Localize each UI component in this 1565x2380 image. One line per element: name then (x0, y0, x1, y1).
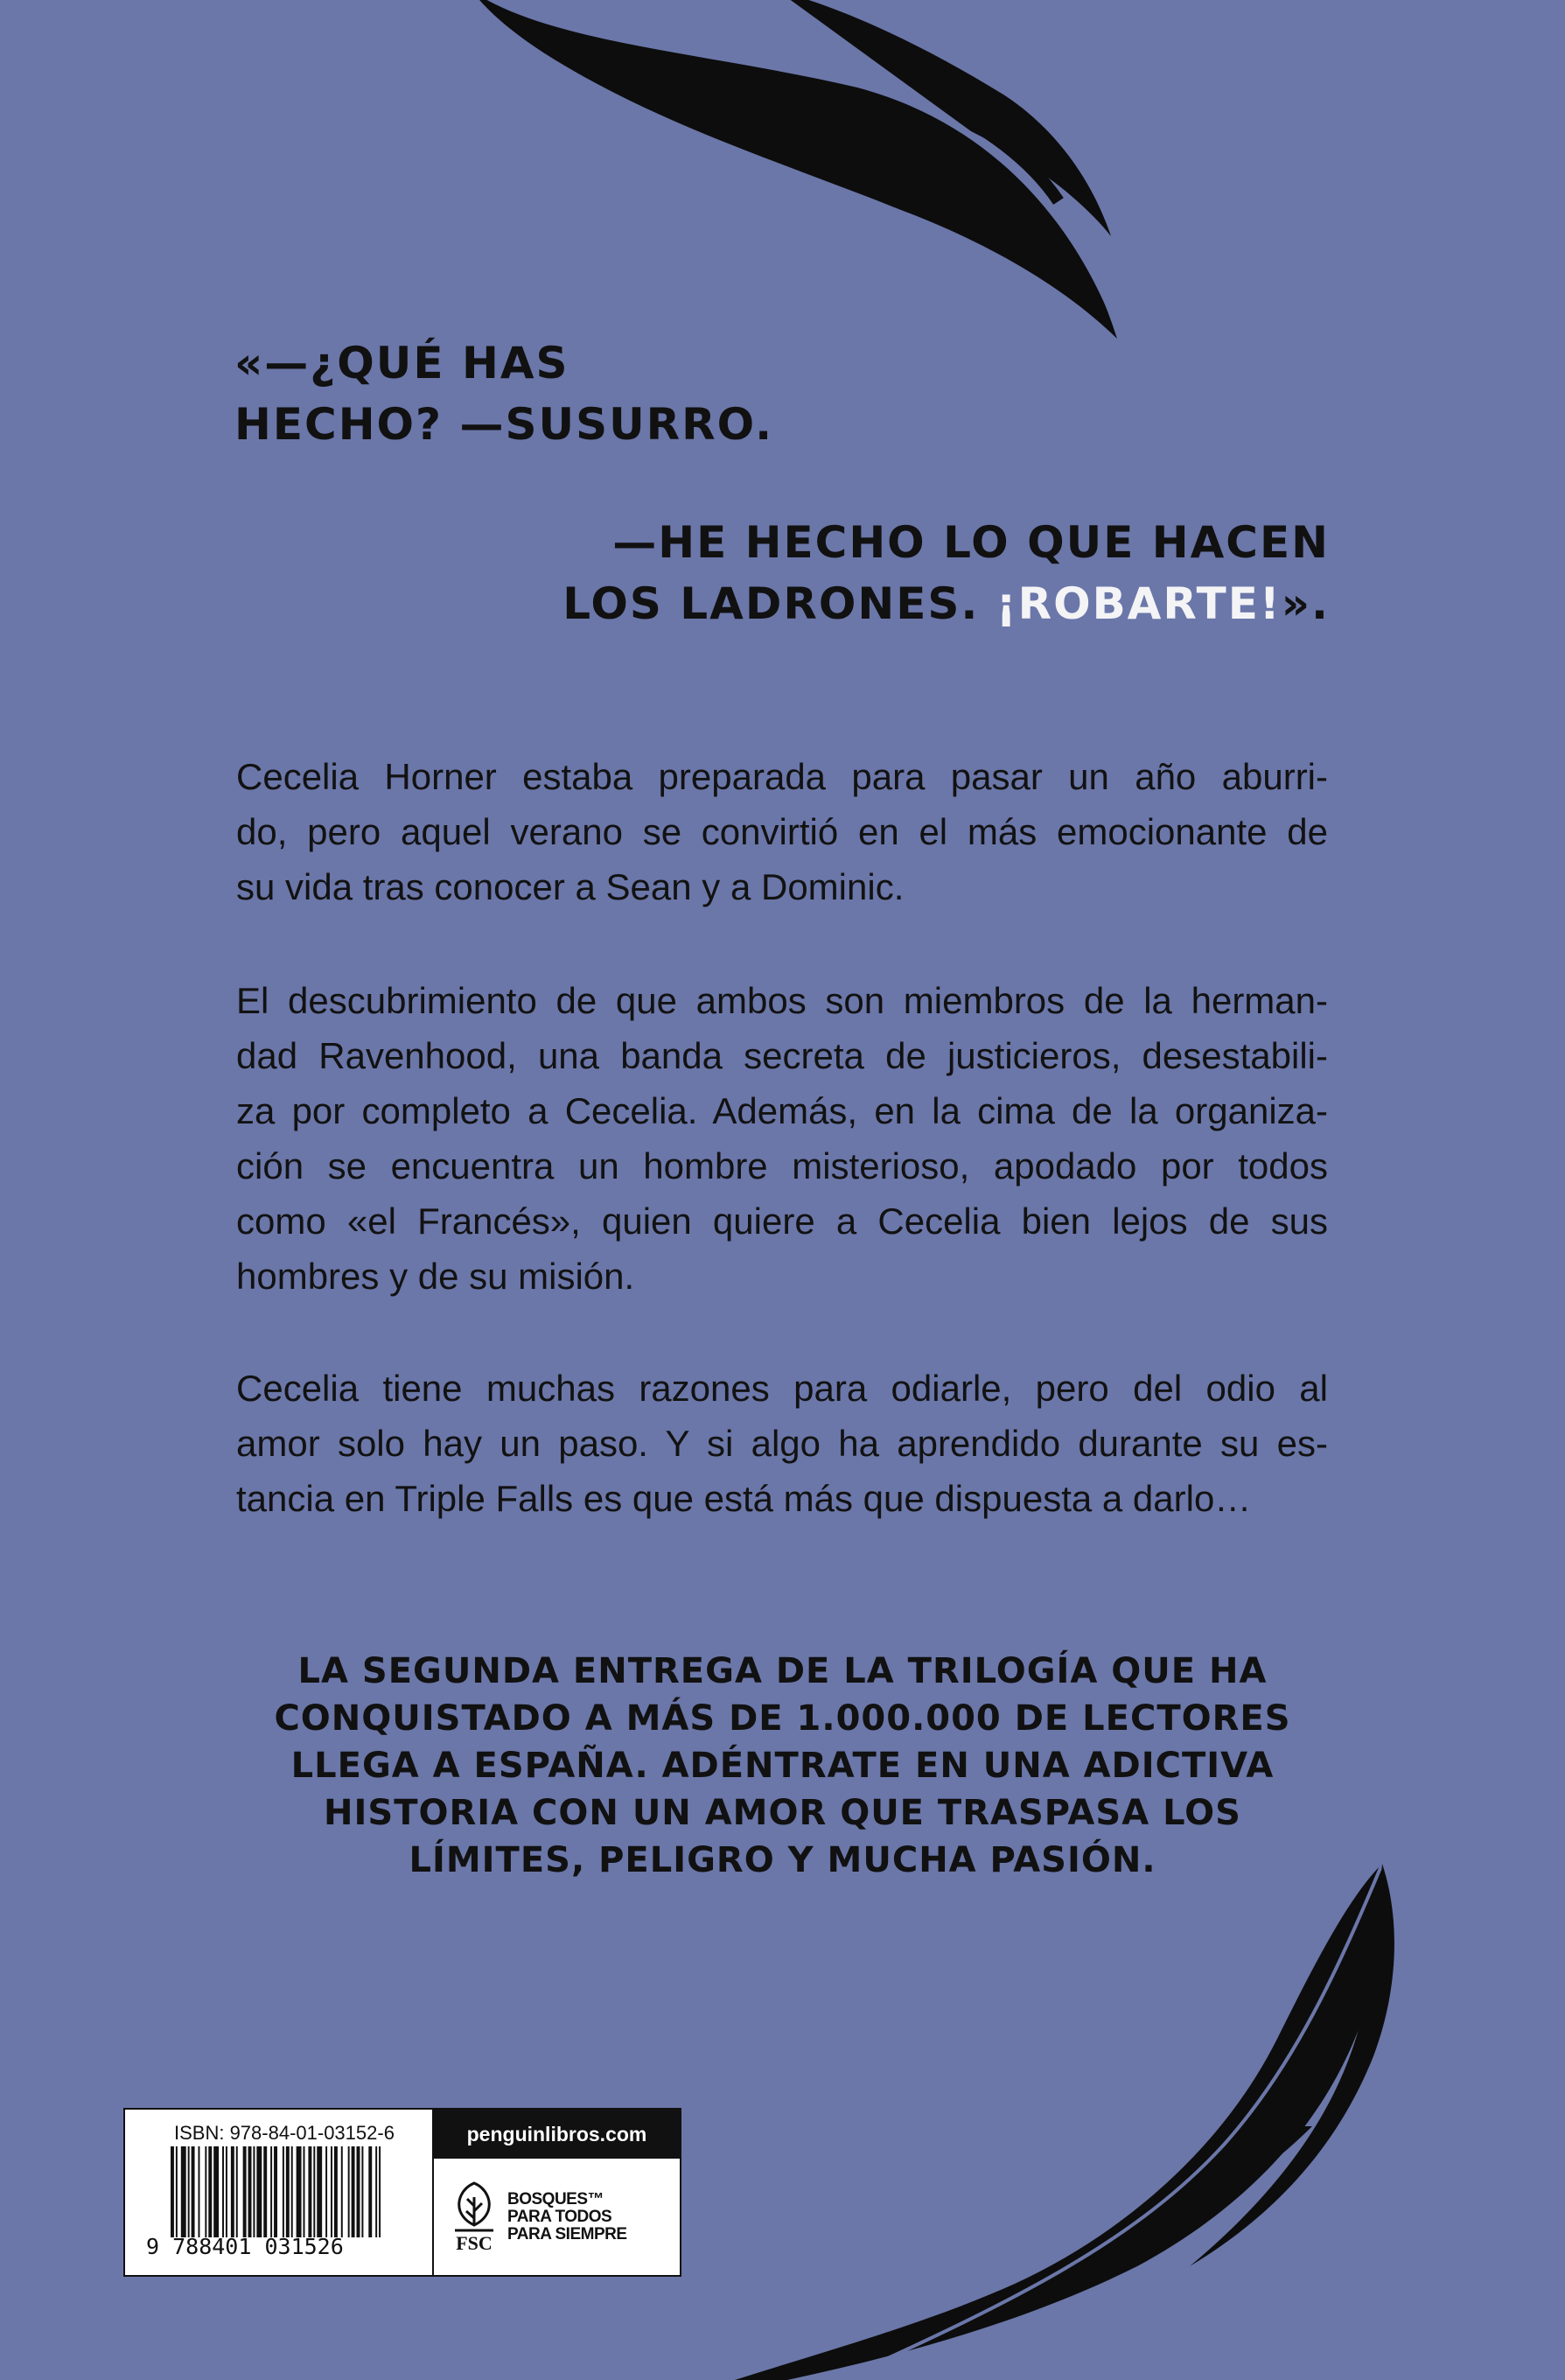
fsc-certification (434, 2159, 680, 2275)
fsc-label: FSC (456, 2231, 493, 2254)
quote-reply-end: ». (1281, 578, 1330, 629)
synopsis-paragraph-1 (236, 749, 1328, 914)
quote-line-2: HECHO? —SUSURRO. (234, 399, 774, 450)
synopsis-line: do, pero aquel verano se convirtió en el más emocionante de (236, 811, 1328, 852)
isbn-barcode-box (123, 2108, 681, 2277)
quote-reply-text: LOS LADRONES. (562, 578, 996, 629)
barcode-digits: 9 788401 031526 (146, 2234, 344, 2259)
tagline-line: LA SEGUNDA ENTREGA DE LA TRILOGÍA QUE HA (297, 1651, 1268, 1691)
synopsis-paragraph-3 (236, 1361, 1328, 1526)
synopsis-line: hombres y de su misión. (236, 1256, 635, 1297)
synopsis-line: amor solo hay un paso. Y si algo ha aprendido durante su es- (236, 1423, 1328, 1464)
synopsis-line: ción se encuentra un hombre misterioso, apodado por todos (236, 1145, 1328, 1186)
fsc-slogan-line: BOSQUES™ (507, 2189, 604, 2208)
feather-top-icon (446, 0, 1146, 359)
barcode-icon (171, 2146, 384, 2237)
publisher-url: penguinlibros.com (434, 2110, 680, 2159)
tagline-line: HISTORIA CON UN AMOR QUE TRASPASA LOS (324, 1793, 1241, 1833)
quote-reply-line-1: —HE HECHO LO QUE HACEN (612, 517, 1330, 568)
tagline-line: CONQUISTADO A MÁS DE 1.000.000 DE LECTORES (274, 1698, 1291, 1739)
synopsis-paragraph-2 (236, 973, 1328, 1304)
synopsis-line: za por completo a Cecelia. Además, en la cima de la organiza- (236, 1090, 1328, 1131)
barcode-area (125, 2110, 434, 2275)
synopsis-line: El descubrimiento de que ambos son miembros de la herman- (236, 980, 1328, 1021)
quote-line-1: «—¿QUÉ HAS (234, 338, 569, 388)
isbn-label: ISBN: 978-84-01-03152-6 (174, 2122, 395, 2144)
feather-bottom-icon (735, 1864, 1400, 2380)
tagline-line: LLEGA A ESPAÑA. ADÉNTRATE EN UNA ADICTIVA (290, 1746, 1275, 1786)
quote-reply-line-2 (562, 573, 1330, 634)
tree-icon (450, 2180, 499, 2236)
quote-reply (562, 512, 1330, 634)
synopsis-line: tancia en Triple Falls es que está más que dispuesta a darlo… (236, 1478, 1252, 1519)
fsc-slogan (507, 2191, 627, 2244)
synopsis-line: su vida tras conocer a Sean y a Dominic. (236, 866, 905, 907)
promo-tagline (0, 1648, 1565, 1884)
synopsis-line: Cecelia tiene muchas razones para odiarle, pero del odio al (236, 1368, 1328, 1409)
synopsis-line: como «el Francés», quien quiere a Cecelia bien lejos de sus (236, 1200, 1328, 1242)
quote-accent: ¡ROBARTE! (996, 578, 1282, 629)
fsc-slogan-line: PARA SIEMPRE (507, 2224, 627, 2244)
fsc-logo (450, 2180, 499, 2255)
tagline-line: LÍMITES, PELIGRO Y MUCHA PASIÓN. (409, 1840, 1156, 1880)
synopsis-line: dad Ravenhood, una banda secreta de justicieros, desestabili- (236, 1035, 1328, 1076)
fsc-slogan-line: PARA TODOS (507, 2207, 612, 2226)
publisher-area (434, 2110, 680, 2275)
quote-question (234, 332, 773, 455)
synopsis-line: Cecelia Horner estaba preparada para pasar un año aburri- (236, 756, 1328, 797)
